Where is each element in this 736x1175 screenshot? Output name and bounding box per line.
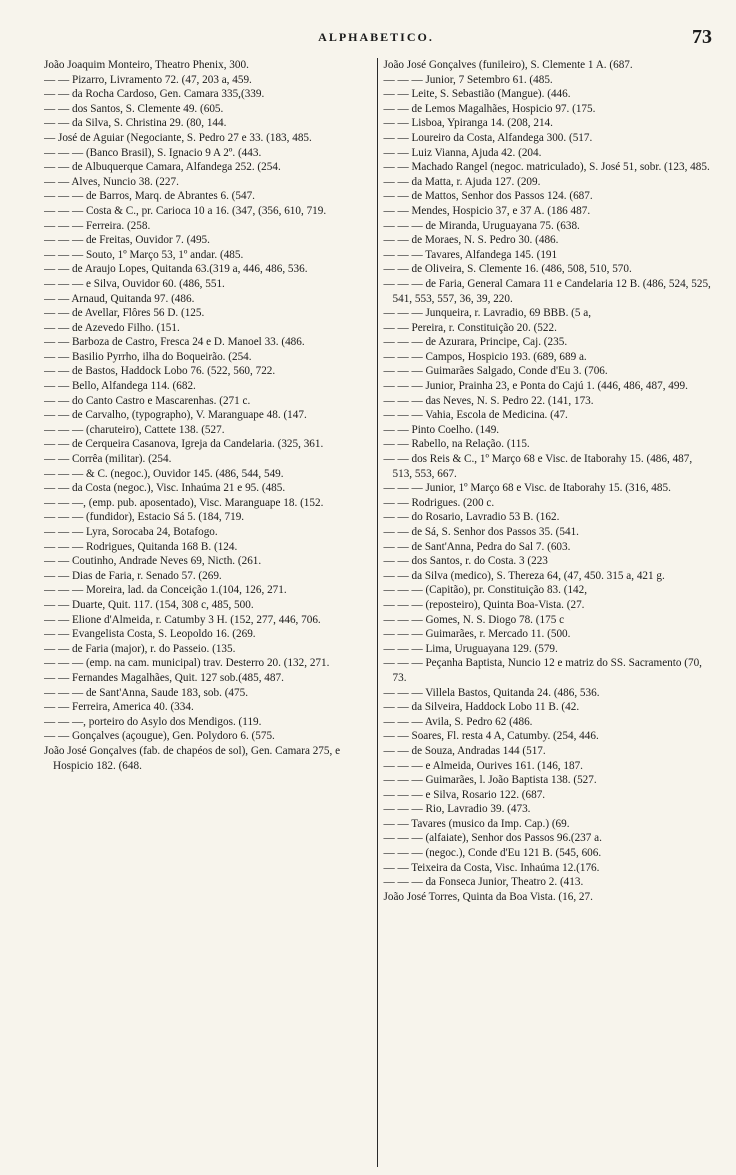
directory-entry: — — de Carvalho, (typographo), V. Maranguape 48. (147. bbox=[44, 409, 307, 422]
directory-entry: — — da Matta, r. Ajuda 127. (209. bbox=[383, 175, 541, 188]
directory-entry: — — — de Freitas, Ouvidor 7. (495. bbox=[44, 234, 210, 247]
directory-entry: — — — (Capitão), pr. Constituição 83. (142, bbox=[383, 584, 588, 597]
directory-entry: — — Loureiro da Costa, Alfandega 300. (517. bbox=[383, 131, 593, 144]
directory-entry: — — Lisboa, Ypiranga 14. (208, 214. bbox=[383, 117, 553, 130]
directory-entry: — — — (negoc.), Conde d'Eu 121 B. (545, 606. bbox=[383, 847, 602, 860]
directory-entry: — — de Sant'Anna, Pedra do Sal 7. (603. bbox=[383, 540, 571, 553]
directory-entry: — — de Faria (major), r. do Passeio. (135. bbox=[44, 642, 236, 655]
directory-entry: — — de Oliveira, S. Clemente 16. (486, 508, 510, 570. bbox=[383, 263, 632, 276]
directory-entry: João José Gonçalves (funileiro), S. Clemente 1 A. (687. bbox=[383, 59, 633, 71]
directory-entry: — — — de Miranda, Uruguayana 75. (638. bbox=[383, 219, 580, 232]
directory-entry: — — — Lima, Uruguayana 129. (579. bbox=[383, 642, 558, 655]
directory-entry: — — — (emp. na cam. municipal) trav. Desterro 20. (132, 271. bbox=[44, 657, 330, 670]
directory-entry: — — de Lemos Magalhães, Hospicio 97. (175. bbox=[383, 102, 596, 115]
directory-entry: — — Corrêa (militar). (254. bbox=[44, 453, 172, 466]
directory-entry: — — — de Sant'Anna, Saude 183, sob. (475. bbox=[44, 686, 248, 699]
directory-entry: — — — (Banco Brasil), S. Ignacio 9 A 2º. (443. bbox=[44, 146, 262, 159]
directory-entry: — — — de Faria, General Camara 11 e Candelaria 12 B. (486, 524, 525, 541, 553, 557, 36, 39, 220. bbox=[383, 277, 711, 305]
directory-entry: — — de Azevedo Filho. (151. bbox=[44, 321, 180, 334]
directory-entry: — — Pizarro, Livramento 72. (47, 203 a, 459. bbox=[44, 73, 252, 86]
directory-entry: — — — Guimarães, l. João Baptista 138. (527. bbox=[383, 774, 597, 787]
directory-entry: — — Pinto Coelho. (149. bbox=[383, 423, 500, 436]
directory-entry: — — Alves, Nuncio 38. (227. bbox=[44, 175, 179, 188]
directory-entry: — — — de Azurara, Principe, Caj. (235. bbox=[383, 336, 568, 349]
directory-entry: — — Pereira, r. Constituição 20. (522. bbox=[383, 321, 557, 334]
directory-entry: — José de Aguiar (Negociante, S. Pedro 27 e 33. (183, 485. bbox=[44, 131, 312, 144]
directory-entry: — — Ferreira, America 40. (334. bbox=[44, 701, 194, 714]
directory-entry: — — do Rosario, Lavradio 53 B. (162. bbox=[383, 511, 560, 524]
directory-entry: — — — Rio, Lavradio 39. (473. bbox=[383, 803, 531, 816]
directory-entry: — — de Avellar, Flôres 56 D. (125. bbox=[44, 307, 205, 320]
directory-entry: — — — (alfaiate), Senhor dos Passos 96.(237 a. bbox=[383, 832, 602, 845]
directory-entry: — — da Costa (negoc.), Visc. Inhaúma 21 e 95. (485. bbox=[44, 482, 286, 495]
directory-entry: — — Machado Rangel (negoc. matriculado), S. José 51, sobr. (123, 485. bbox=[383, 161, 710, 174]
directory-entry: — — — Junqueira, r. Lavradio, 69 BBB. (5 a, bbox=[383, 307, 592, 320]
directory-entry: — — Dias de Faria, r. Senado 57. (269. bbox=[44, 569, 222, 582]
directory-entry: — — da Rocha Cardoso, Gen. Camara 335,(339. bbox=[44, 88, 265, 101]
directory-entry: — — da Silva, S. Christina 29. (80, 144. bbox=[44, 117, 227, 130]
directory-entry: — — dos Santos, S. Clemente 49. (605. bbox=[44, 102, 224, 115]
directory-entry: — — — (reposteiro), Quinta Boa-Vista. (27. bbox=[383, 598, 585, 611]
directory-entry: — — — Gomes, N. S. Diogo 78. (175 c bbox=[383, 613, 565, 626]
directory-entry: — — — Tavares, Alfandega 145. (191 bbox=[383, 248, 558, 261]
directory-entry: — — — Junior, 7 Setembro 61. (485. bbox=[383, 73, 553, 86]
directory-entry: — — — Peçanha Baptista, Nuncio 12 e matriz do SS. Sacramento (70, 73. bbox=[383, 657, 702, 684]
directory-entry: — — dos Reis & C., 1º Março 68 e Visc. de Itaborahy 15. (486, 487, 513, 553, 667. bbox=[383, 453, 693, 480]
directory-entry: — — de Moraes, N. S. Pedro 30. (486. bbox=[383, 234, 559, 247]
directory-entry: — — — Junior, Prainha 23, e Ponta do Cajú 1. (446, 486, 487, 499. bbox=[383, 380, 688, 393]
directory-entry: — — Evangelista Costa, S. Leopoldo 16. (269. bbox=[44, 628, 256, 641]
left-column bbox=[44, 58, 377, 1167]
directory-entry: — — dos Santos, r. do Costa. 3 (223 bbox=[383, 555, 548, 568]
directory-entry: — — — (fundidor), Estacio Sá 5. (184, 719. bbox=[44, 511, 245, 524]
directory-entry: — — Rodrigues. (200 c. bbox=[383, 496, 495, 509]
directory-entry: — — — e Almeida, Ourives 161. (146, 187. bbox=[383, 759, 583, 772]
directory-entry: — — de Mattos, Senhor dos Passos 124. (687. bbox=[383, 190, 593, 203]
directory-entry: — — de Albuquerque Camara, Alfandega 252. (254. bbox=[44, 161, 281, 174]
directory-entry: — — de Bastos, Haddock Lobo 76. (522, 560, 722. bbox=[44, 365, 276, 378]
directory-entry: — — Mendes, Hospicio 37, e 37 A. (186 487. bbox=[383, 204, 591, 217]
directory-entry: — — —, porteiro do Asylo dos Mendigos. (119. bbox=[44, 715, 262, 728]
running-head: ALPHABETICO. bbox=[318, 30, 434, 44]
directory-entry: — — —, (emp. pub. aposentado), Visc. Maranguape 18. (152. bbox=[44, 496, 324, 509]
directory-entry: — — do Canto Castro e Mascarenhas. (271 c. bbox=[44, 394, 251, 407]
directory-entry: — — Arnaud, Quitanda 97. (486. bbox=[44, 292, 195, 305]
directory-entry: — — Luiz Vianna, Ajuda 42. (204. bbox=[383, 146, 542, 159]
directory-entry: — — Basilio Pyrrho, ilha do Boqueirão. (254. bbox=[44, 350, 252, 363]
directory-entry: — — Gonçalves (açougue), Gen. Polydoro 6. (575. bbox=[44, 730, 275, 743]
directory-entry: — — de Araujo Lopes, Quitanda 63.(319 a, 446, 486, 536. bbox=[44, 263, 308, 276]
page-number: 73 bbox=[692, 26, 712, 48]
directory-entry: — — Elione d'Almeida, r. Catumby 3 H. (152, 277, 446, 706. bbox=[44, 613, 321, 626]
directory-entry: — — — Rodrigues, Quitanda 168 B. (124. bbox=[44, 540, 238, 553]
directory-entry: — — — e Silva, Rosario 122. (687. bbox=[383, 788, 546, 801]
directory-entry: João José Gonçalves (fab. de chapéos de sol), Gen. Camara 275, e Hospicio 182. (648. bbox=[44, 744, 341, 772]
directory-entry: — — de Sá, S. Senhor dos Passos 35. (541. bbox=[383, 526, 579, 538]
directory-entry: — — — Souto, 1º Março 53, 1º andar. (485. bbox=[44, 248, 244, 261]
directory-entry: — — da Silveira, Haddock Lobo 11 B. (42. bbox=[383, 701, 580, 714]
directory-entry: — — — das Neves, N. S. Pedro 22. (141, 173. bbox=[383, 394, 594, 407]
directory-entry: — — — Vahia, Escola de Medicina. (47. bbox=[383, 409, 568, 422]
directory-entry: João Joaquim Monteiro, Theatro Phenix, 300. bbox=[44, 59, 249, 71]
directory-entry: — — Fernandes Magalhães, Quit. 127 sob.(485, 487. bbox=[44, 671, 284, 684]
directory-entry: — — — Guimarães Salgado, Conde d'Eu 3. (706. bbox=[383, 365, 608, 378]
directory-entry: — — Coutinho, Andrade Neves 69, Nicth. (261. bbox=[44, 555, 262, 568]
directory-entry: João José Torres, Quinta da Boa Vista. (16, 27. bbox=[383, 890, 593, 903]
directory-entry: — — — Moreira, lad. da Conceição 1.(104, 126, 271. bbox=[44, 584, 287, 597]
directory-entry: — — de Cerqueira Casanova, Igreja da Candelaria. (325, 361. bbox=[44, 438, 324, 451]
directory-entry: — — de Souza, Andradas 144 (517. bbox=[383, 744, 546, 757]
directory-entry: — — Barboza de Castro, Fresca 24 e D. Manoel 33. (486. bbox=[44, 336, 305, 349]
directory-entry: — — — (charuteiro), Cattete 138. (527. bbox=[44, 423, 225, 436]
directory-entry: — — Teixeira da Costa, Visc. Inhaúma 12.(176. bbox=[383, 861, 600, 874]
directory-entry: — — — e Silva, Ouvidor 60. (486, 551. bbox=[44, 277, 225, 290]
right-column bbox=[377, 58, 713, 1167]
directory-entry: — — Duarte, Quit. 117. (154, 308 c, 485, 500. bbox=[44, 598, 254, 611]
directory-entry: — — Soares, Fl. resta 4 A, Catumby. (254, 446. bbox=[383, 730, 599, 743]
directory-entry: — — — Avila, S. Pedro 62 (486. bbox=[383, 715, 533, 728]
directory-entry: — — Bello, Alfandega 114. (682. bbox=[44, 380, 196, 393]
page-header bbox=[40, 26, 712, 52]
directory-entry: — — Tavares (musico da Imp. Cap.) (69. bbox=[383, 817, 570, 830]
directory-entry: — — — Lyra, Sorocaba 24, Botafogo. bbox=[44, 526, 218, 538]
directory-entry: — — — Campos, Hospicio 193. (689, 689 a. bbox=[383, 350, 587, 363]
directory-columns bbox=[44, 58, 712, 1167]
directory-entry: — — — Costa & C., pr. Carioca 10 a 16. (347, (356, 610, 719. bbox=[44, 204, 327, 217]
directory-entry: — — — Junior, 1º Março 68 e Visc. de Itaborahy 15. (316, 485. bbox=[383, 482, 671, 495]
directory-entry: — — Rabello, na Relação. (115. bbox=[383, 438, 530, 451]
directory-entry: — — — da Fonseca Junior, Theatro 2. (413. bbox=[383, 876, 584, 889]
directory-entry: — — — & C. (negoc.), Ouvidor 145. (486, 544, 549. bbox=[44, 467, 284, 480]
directory-entry: — — — de Barros, Marq. de Abrantes 6. (547. bbox=[44, 190, 255, 203]
directory-entry: — — — Ferreira. (258. bbox=[44, 219, 151, 232]
directory-entry: — — Leite, S. Sebastião (Mangue). (446. bbox=[383, 88, 571, 101]
directory-entry: — — da Silva (medico), S. Thereza 64, (47, 450. 315 a, 421 g. bbox=[383, 569, 665, 582]
directory-entry: — — — Guimarães, r. Mercado 11. (500. bbox=[383, 628, 571, 641]
directory-entry: — — — Villela Bastos, Quitanda 24. (486, 536. bbox=[383, 686, 600, 699]
